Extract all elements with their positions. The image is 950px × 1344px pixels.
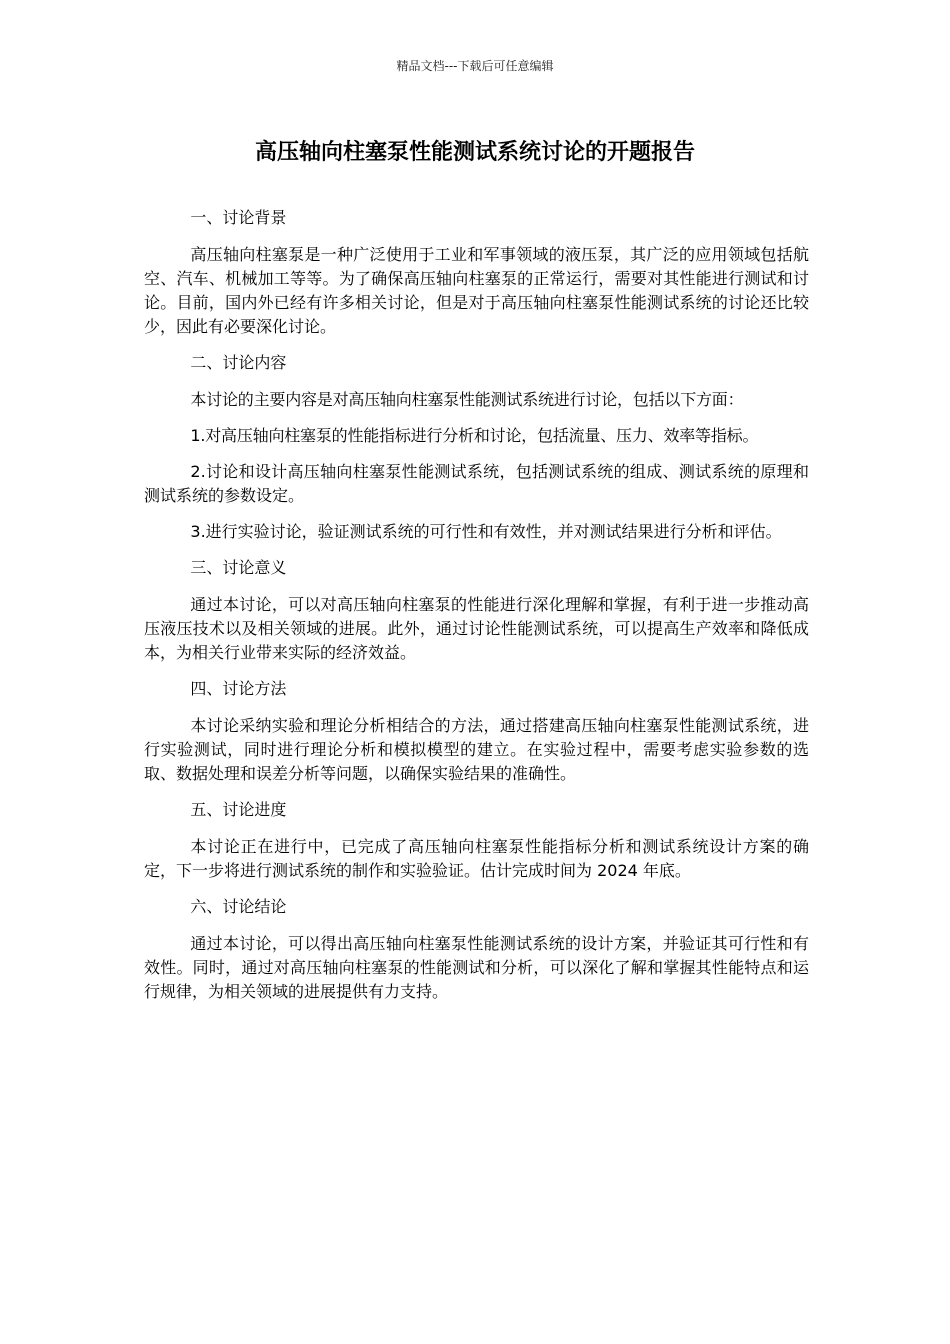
section-heading-significance: 三、讨论意义 [190,558,287,577]
paragraph-method: 本讨论采纳实验和理论分析相结合的方法，通过搭建高压轴向柱塞泵性能测试系统，进行实验测试，同时进行理论分析和模拟模型的建立。在实验过程中，需要考虑实验参数的选取、数据处理和误差分析等问题，以确保实验结果的准确性。 [144,716,809,783]
paragraph-content-item-1: 1.对高压轴向柱塞泵的性能指标进行分析和讨论，包括流量、压力、效率等指标。 [190,426,759,445]
paragraph-significance: 通过本讨论，可以对高压轴向柱塞泵的性能进行深化理解和掌握，有利于进一步推动高压液压技术以及相关领域的进展。此外，通过讨论性能测试系统，可以提高生产效率和降低成本，为相关行业带来实际的经济效益。 [144,595,809,662]
document-body [144,206,809,1016]
section-heading-background: 一、讨论背景 [190,208,287,227]
paragraph-progress: 本讨论正在进行中，已完成了高压轴向柱塞泵性能指标分析和测试系统设计方案的确定，下一步将进行测试系统的制作和实验验证。估计完成时间为 2024 年底。 [144,837,809,880]
header-note: 精品文档---下载后可任意编辑 [396,59,554,73]
paragraph-background: 高压轴向柱塞泵是一种广泛使用于工业和军事领域的液压泵，其广泛的应用领域包括航空、汽车、机械加工等等。为了确保高压轴向柱塞泵的正常运行，需要对其性能进行测试和讨论。目前，国内外已经有许多相关讨论，但是对于高压轴向柱塞泵性能测试系统的讨论还比较少，因此有必要深化讨论。 [144,245,809,336]
section-heading-content: 二、讨论内容 [190,353,287,372]
section-heading-method: 四、讨论方法 [190,679,287,698]
document-title: 高压轴向柱塞泵性能测试系统讨论的开题报告 [254,140,695,165]
section-heading-conclusion: 六、讨论结论 [190,897,287,916]
section-heading-progress: 五、讨论进度 [190,800,287,819]
paragraph-conclusion: 通过本讨论，可以得出高压轴向柱塞泵性能测试系统的设计方案，并验证其可行性和有效性。同时，通过对高压轴向柱塞泵的性能测试和分析，可以深化了解和掌握其性能特点和运行规律，为相关领域的进展提供有力支持。 [144,934,809,1001]
paragraph-content-item-3: 3.进行实验讨论，验证测试系统的可行性和有效性，并对测试结果进行分析和评估。 [190,522,782,541]
paragraph-content-item-2: 2.讨论和设计高压轴向柱塞泵性能测试系统，包括测试系统的组成、测试系统的原理和测试系统的参数设定。 [144,462,809,505]
paragraph-content-intro: 本讨论的主要内容是对高压轴向柱塞泵性能测试系统进行讨论，包括以下方面： [190,390,744,409]
